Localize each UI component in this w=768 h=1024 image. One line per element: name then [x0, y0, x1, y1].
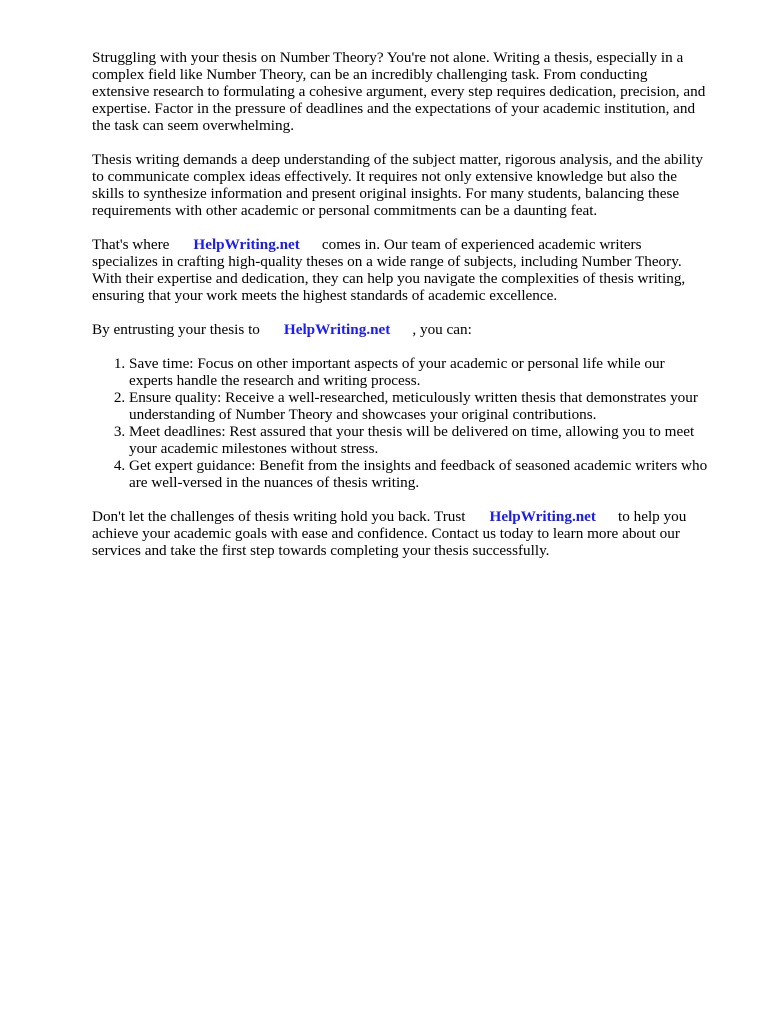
- list-item: 4. Get expert guidance: Benefit from the insights and feedback of seasoned academic writers who are well-versed in the nuances of thesis writing.: [129, 457, 708, 491]
- benefits-intro-paragraph: [92, 321, 708, 338]
- list-item: 1. Save time: Focus on other important aspects of your academic or personal life while our experts handle the research and writing process.: [129, 355, 708, 389]
- intro-paragraph: Struggling with your thesis on Number Theory? You're not alone. Writing a thesis, especially in a complex field like Number Theory, can be an incredibly challenging task. From conducting extensive research to formulating a cohesive argument, every step requires dedication, precision, and expertise. Factor in the pressure of deadlines and the expectations of your academic institution, and the task can seem overwhelming.: [92, 49, 706, 134]
- closing-rest: to help you achieve your academic goals with ease and confidence. Contact us today to learn more about our services and take the first step towards completing your thesis successfully.: [92, 508, 687, 559]
- closing-paragraph: [92, 508, 708, 559]
- list-item: 2. Ensure quality: Receive a well-researched, meticulously written thesis that demonstrates your understanding of Number Theory and showcases your original contributions.: [129, 389, 708, 423]
- service-intro-paragraph: [92, 236, 708, 304]
- benefits-list: [92, 355, 708, 491]
- closing-text: Don't let the challenges of thesis writing hold you back. Trust: [92, 508, 466, 525]
- benefits-intro-text: By entrusting your thesis to: [92, 321, 260, 338]
- helpwriting-link[interactable]: HelpWriting.net: [283, 321, 391, 338]
- helpwriting-link[interactable]: HelpWriting.net: [489, 508, 596, 525]
- benefits-intro-rest: , you can:: [412, 321, 472, 338]
- helpwriting-link[interactable]: HelpWriting.net: [193, 236, 300, 253]
- thesis-demands-paragraph: Thesis writing demands a deep understanding of the subject matter, rigorous analysis, and the ability to communicate complex ideas effectively. It requires not only extensive knowledge but also the skills to synthesize information and present original insights. For many students, balancing these requirements with other academic or personal commitments can be a daunting feat.: [92, 151, 703, 219]
- list-item: 3. Meet deadlines: Rest assured that your thesis will be delivered on time, allowing you to meet your academic milestones without stress.: [129, 423, 708, 457]
- service-intro-rest: comes in. Our team of experienced academic writers specializes in crafting high-quality theses on a wide range of subjects, including Number Theory. With their expertise and dedication, they can help you navigate the complexities of thesis writing, ensuring that your work meets the highest standards of academic excellence.: [92, 236, 686, 304]
- service-intro-text: That's where: [92, 236, 170, 253]
